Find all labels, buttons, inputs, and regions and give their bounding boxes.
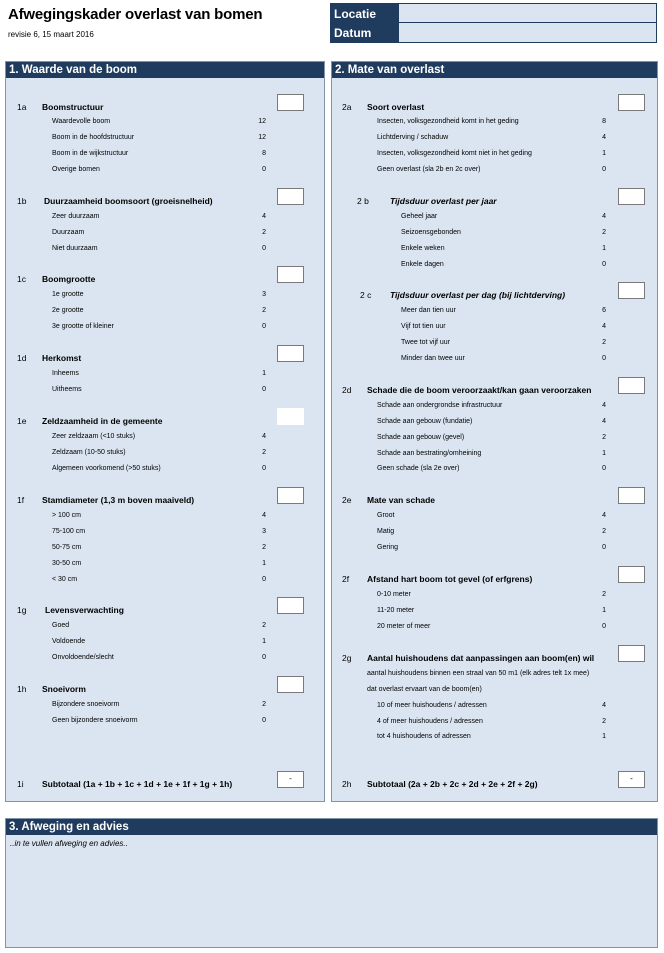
- option-label: Boom in de hoofdstructuur: [52, 134, 135, 141]
- option-points: 2: [262, 701, 266, 708]
- question-title: Mate van schade: [367, 495, 436, 505]
- option-label: 20 meter of meer: [377, 623, 431, 630]
- date-label: Datum: [331, 23, 398, 42]
- option-points: 12: [258, 118, 266, 125]
- option-label: 1e grootte: [52, 291, 84, 298]
- question-note: dat overlast ervaart van de boom(en): [367, 686, 482, 693]
- option-label: Voldoende: [52, 638, 86, 645]
- option-label: Insecten, volksgezondheid komt niet in het geding: [377, 150, 532, 157]
- option-label: Seizoensgebonden: [401, 229, 461, 236]
- question-code: 1b: [17, 196, 27, 206]
- option-points: 1: [262, 638, 266, 645]
- question-code: 1g: [17, 605, 27, 615]
- location-label: Locatie: [331, 4, 398, 22]
- score-input-box[interactable]: [277, 266, 304, 283]
- option-points: 1: [262, 370, 266, 377]
- option-points: 0: [602, 261, 606, 268]
- option-label: Waardevolle boom: [52, 118, 111, 125]
- subtotal-title: Subtotaal (2a + 2b + 2c + 2d + 2e + 2f + 2g): [367, 779, 538, 789]
- option-points: 4: [602, 512, 606, 519]
- option-label: Schade aan bestrating/omheining: [377, 450, 482, 457]
- option-label: tot 4 huishoudens of adressen: [377, 733, 471, 740]
- option-points: 0: [602, 465, 606, 472]
- option-points: 1: [262, 560, 266, 567]
- option-label: Enkele weken: [401, 245, 445, 252]
- option-label: > 100 cm: [52, 512, 81, 519]
- score-input-box[interactable]: [618, 645, 645, 662]
- option-points: 2: [262, 544, 266, 551]
- option-label: Enkele dagen: [401, 261, 444, 268]
- option-label: Meer dan tien uur: [401, 307, 456, 314]
- question-title: Boomstructuur: [42, 102, 104, 112]
- advice-text-field[interactable]: ..in te vullen afweging en advies..: [10, 839, 128, 848]
- option-label: < 30 cm: [52, 576, 78, 583]
- option-points: 0: [262, 576, 266, 583]
- date-field[interactable]: [398, 23, 656, 42]
- question-code: 1a: [17, 102, 27, 112]
- score-input-box[interactable]: [277, 94, 304, 111]
- section-title: 3. Afweging en advies: [6, 819, 657, 835]
- option-points: 2: [602, 591, 606, 598]
- option-points: 1: [602, 245, 606, 252]
- option-label: Groot: [377, 512, 395, 519]
- question-code: 1h: [17, 684, 27, 694]
- option-points: 0: [602, 166, 606, 173]
- option-points: 4: [262, 213, 266, 220]
- option-points: 4: [602, 134, 606, 141]
- option-points: 1: [602, 450, 606, 457]
- location-row: [331, 4, 656, 23]
- question-title: Duurzaamheid boomsoort (groeisnelheid): [44, 196, 213, 206]
- option-points: 0: [262, 654, 266, 661]
- option-points: 4: [602, 402, 606, 409]
- revision-info: revisie 6, 15 maart 2016: [8, 30, 94, 39]
- question-title: Tijdsduur overlast per jaar: [390, 196, 497, 206]
- option-label: Schade aan gebouw (fundatie): [377, 418, 473, 425]
- score-input-box[interactable]: [277, 345, 304, 362]
- location-field[interactable]: [398, 4, 656, 22]
- option-points: 8: [262, 150, 266, 157]
- option-points: 0: [262, 717, 266, 724]
- option-label: Inheems: [52, 370, 79, 377]
- section-title: 2. Mate van overlast: [332, 62, 657, 78]
- option-points: 1: [602, 733, 606, 740]
- option-points: 12: [258, 134, 266, 141]
- option-points: 4: [602, 418, 606, 425]
- question-code: 2a: [342, 102, 352, 112]
- option-label: 0-10 meter: [377, 591, 411, 598]
- score-input-box[interactable]: [618, 566, 645, 583]
- option-label: Twee tot vijf uur: [401, 339, 451, 346]
- option-points: 0: [602, 623, 606, 630]
- score-input-box[interactable]: [277, 188, 304, 205]
- score-input-box[interactable]: [277, 487, 304, 504]
- option-points: 4: [602, 323, 606, 330]
- option-label: Geen overlast (sla 2b en 2c over): [377, 166, 481, 173]
- question-code: 2d: [342, 385, 352, 395]
- option-label: Minder dan twee uur: [401, 355, 465, 362]
- option-points: 2: [262, 229, 266, 236]
- question-title: Levensverwachting: [45, 605, 124, 615]
- question-title: Snoeivorm: [42, 684, 86, 694]
- option-label: Niet duurzaam: [52, 245, 98, 252]
- option-label: Goed: [52, 622, 70, 629]
- option-label: Schade aan ondergrondse infrastructuur: [377, 402, 503, 409]
- option-points: 2: [602, 229, 606, 236]
- option-points: 0: [262, 465, 266, 472]
- option-points: 6: [602, 307, 606, 314]
- option-label: Algemeen voorkomend (>50 stuks): [52, 465, 161, 472]
- option-label: 4 of meer huishoudens / adressen: [377, 718, 483, 725]
- option-label: 50-75 cm: [52, 544, 82, 551]
- option-label: Insecten, volksgezondheid komt in het geding: [377, 118, 519, 125]
- question-title: Aantal huishoudens dat aanpassingen aan boom(en) wil: [367, 653, 595, 663]
- question-code: 2 c: [360, 290, 372, 300]
- question-code: 2e: [342, 495, 352, 505]
- option-label: 2e grootte: [52, 307, 84, 314]
- option-points: 3: [262, 291, 266, 298]
- score-input-box[interactable]: [277, 408, 304, 425]
- option-points: 0: [262, 323, 266, 330]
- question-title: Stamdiameter (1,3 m boven maaiveld): [42, 495, 195, 505]
- option-points: 2: [602, 718, 606, 725]
- option-label: Zeer duurzaam: [52, 213, 100, 220]
- option-points: 0: [262, 386, 266, 393]
- option-points: 2: [602, 434, 606, 441]
- score-input-box[interactable]: [277, 597, 304, 614]
- option-label: Duurzaam: [52, 229, 85, 236]
- option-points: 0: [262, 245, 266, 252]
- option-label: Lichtderving / schaduw: [377, 134, 449, 141]
- option-label: Gering: [377, 544, 399, 551]
- question-code: 1f: [17, 495, 25, 505]
- section-title: 1. Waarde van de boom: [6, 62, 324, 78]
- option-points: 1: [602, 150, 606, 157]
- option-label: Zeer zeldzaam (<10 stuks): [52, 433, 136, 440]
- option-label: Geen bijzondere snoeivorm: [52, 717, 138, 724]
- question-title: Tijdsduur overlast per dag (bij lichtderving): [390, 290, 566, 300]
- question-title: Schade die de boom veroorzaakt/kan gaan veroorzaken: [367, 385, 592, 395]
- question-code: 1d: [17, 353, 27, 363]
- question-title: Boomgrootte: [42, 274, 96, 284]
- meta-table: [330, 3, 657, 43]
- option-label: 10 of meer huishoudens / adressen: [377, 702, 487, 709]
- option-points: 8: [602, 118, 606, 125]
- subtotal-title: Subtotaal (1a + 1b + 1c + 1d + 1e + 1f + 1g + 1h): [42, 779, 233, 789]
- option-label: 11-20 meter: [377, 607, 415, 614]
- question-title: Afstand hart boom tot gevel (of erfgrens): [367, 574, 533, 584]
- option-points: 2: [262, 307, 266, 314]
- score-input-box[interactable]: [618, 94, 645, 111]
- question-code: 2g: [342, 653, 352, 663]
- option-label: Bijzondere snoeivorm: [52, 701, 120, 708]
- question-code: 2f: [342, 574, 350, 584]
- option-label: Uitheems: [52, 386, 82, 393]
- option-label: 75-100 cm: [52, 528, 86, 535]
- score-input-box[interactable]: [618, 377, 645, 394]
- option-label: Onvoldoende/slecht: [52, 654, 114, 661]
- subtotal-value-box: -: [277, 771, 304, 788]
- option-points: 2: [262, 622, 266, 629]
- option-label: Geen schade (sla 2e over): [377, 465, 460, 472]
- question-title: Herkomst: [42, 353, 82, 363]
- score-input-box[interactable]: [277, 676, 304, 693]
- option-points: 2: [602, 339, 606, 346]
- subtotal-value-box: -: [618, 771, 645, 788]
- option-label: Schade aan gebouw (gevel): [377, 434, 465, 441]
- option-points: 3: [262, 528, 266, 535]
- date-row: [331, 23, 656, 42]
- option-points: 4: [602, 213, 606, 220]
- option-points: 1: [602, 607, 606, 614]
- subtotal-code: 1i: [17, 779, 24, 789]
- option-label: 30-50 cm: [52, 560, 82, 567]
- question-code: 1c: [17, 274, 26, 284]
- score-input-box[interactable]: [618, 487, 645, 504]
- option-label: Geheel jaar: [401, 213, 438, 220]
- score-input-box[interactable]: [618, 282, 645, 299]
- option-points: 2: [602, 528, 606, 535]
- option-points: 4: [262, 512, 266, 519]
- question-title: Zeldzaamheid in de gemeente: [42, 416, 163, 426]
- question-code: 1e: [17, 416, 27, 426]
- option-label: Boom in de wijkstructuur: [52, 150, 129, 157]
- section-nuisance-level: [331, 61, 658, 802]
- question-note: aantal huishoudens binnen een straal van 50 m1 (elk adres telt 1x mee): [367, 670, 590, 677]
- option-points: 0: [262, 166, 266, 173]
- option-points: 0: [602, 544, 606, 551]
- option-label: Overige bomen: [52, 166, 100, 173]
- option-label: Matig: [377, 528, 395, 535]
- option-label: 3e grootte of kleiner: [52, 323, 114, 330]
- section-assessment-advice: [5, 818, 658, 948]
- option-label: Zeldzaam (10-50 stuks): [52, 449, 126, 456]
- option-points: 2: [262, 449, 266, 456]
- option-points: 4: [602, 702, 606, 709]
- score-input-box[interactable]: [618, 188, 645, 205]
- document-title: Afwegingskader overlast van bomen: [8, 6, 263, 23]
- option-label: Vijf tot tien uur: [401, 323, 446, 330]
- question-code: 2 b: [357, 196, 369, 206]
- section-value-of-tree: [5, 61, 325, 802]
- subtotal-code: 2h: [342, 779, 352, 789]
- question-title: Soort overlast: [367, 102, 425, 112]
- option-points: 0: [602, 355, 606, 362]
- option-points: 4: [262, 433, 266, 440]
